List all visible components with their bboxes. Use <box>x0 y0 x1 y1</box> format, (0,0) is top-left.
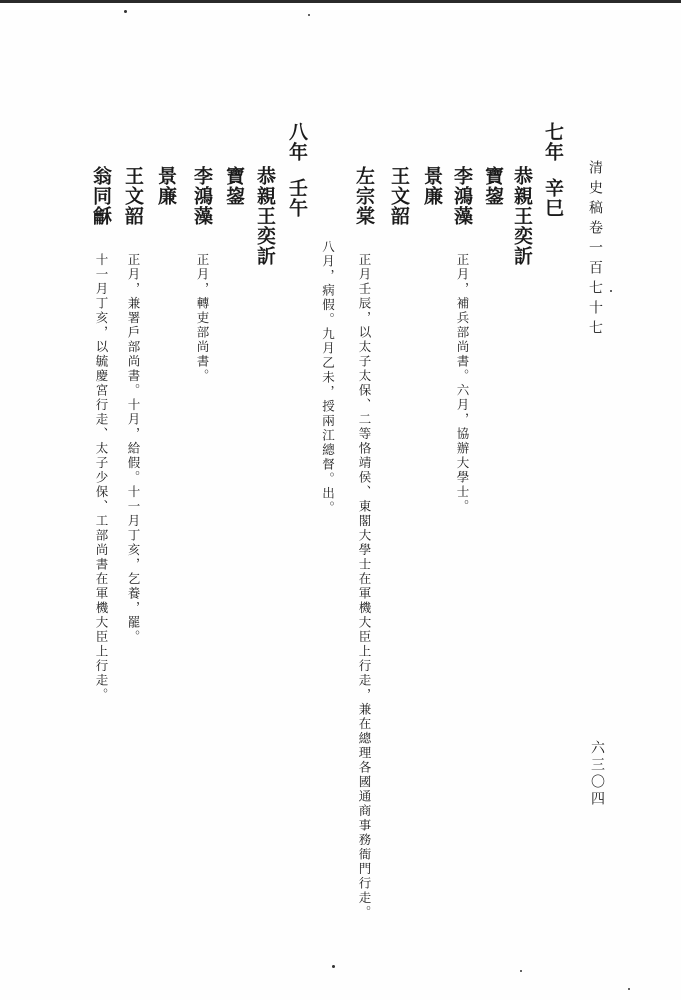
entry-note: 正月，補兵部尚書。六月，協辦大學士。 <box>455 253 470 514</box>
official-name: 恭親王奕訢 <box>254 166 276 266</box>
scan-speck <box>308 14 310 16</box>
scan-speck <box>520 970 522 972</box>
year-label-7 <box>543 122 562 218</box>
entry-baojun-7 <box>483 166 502 214</box>
official-name: 寶鋆 <box>482 166 504 206</box>
entry-gongqinwang-7 <box>512 166 531 274</box>
entry-note-continuation: 八月，病假。九月乙未，授兩江總督。出。 <box>320 240 336 516</box>
official-name: 翁同龢 <box>90 166 112 226</box>
official-name: 景廉 <box>421 166 443 206</box>
entry-note: 十一月丁亥，以毓慶宮行走、太子少保、工部尚書在軍機大臣上行走。 <box>94 253 109 703</box>
official-name: 景廉 <box>155 166 177 206</box>
official-name: 李鴻藻 <box>451 166 473 226</box>
scan-speck <box>610 290 612 292</box>
page-number: 六三〇四 <box>589 740 605 808</box>
scan-speck <box>628 988 630 990</box>
entry-lihongzao-7 <box>452 166 471 514</box>
entry-wangwenshao-8 <box>123 166 142 645</box>
entry-wengtonghe-8 <box>91 166 110 703</box>
entry-jinglian-7 <box>422 166 441 214</box>
ganzhi-text: 壬午 <box>286 178 308 218</box>
official-name: 李鴻藻 <box>191 166 213 226</box>
entry-lihongzao-8 <box>192 166 211 384</box>
entry-baojun-8 <box>224 166 243 214</box>
year-label-8 <box>287 122 306 218</box>
year-text: 七年 <box>542 122 564 162</box>
entry-note: 正月壬辰，以太子太保、二等恪靖侯、東閣大學士在軍機大臣上行走，兼在總理各國通商事務衙門行走。 <box>357 253 372 920</box>
top-border-line <box>0 0 681 3</box>
official-name: 王文韶 <box>122 166 144 226</box>
entry-zuozongtang-7 <box>354 166 373 920</box>
official-name: 王文韶 <box>388 166 410 226</box>
entry-wangwenshao-7 <box>389 166 408 234</box>
official-name: 恭親王奕訢 <box>511 166 533 266</box>
entry-note: 正月，兼署戶部尚書。十月，給假。十一月丁亥，乞養，罷。 <box>126 253 141 645</box>
official-name: 左宗棠 <box>353 166 375 226</box>
entry-jinglian-8 <box>156 166 175 214</box>
scan-speck <box>332 965 335 968</box>
scan-speck <box>124 10 127 13</box>
official-name: 寶鋆 <box>223 166 245 206</box>
year-text: 八年 <box>286 122 308 162</box>
running-title: 清史稿卷一百七十七 <box>587 160 603 340</box>
entry-note: 正月，轉吏部尚書。 <box>195 253 210 384</box>
ganzhi-text: 辛巳 <box>542 178 564 218</box>
entry-gongqinwang-8 <box>255 166 274 274</box>
